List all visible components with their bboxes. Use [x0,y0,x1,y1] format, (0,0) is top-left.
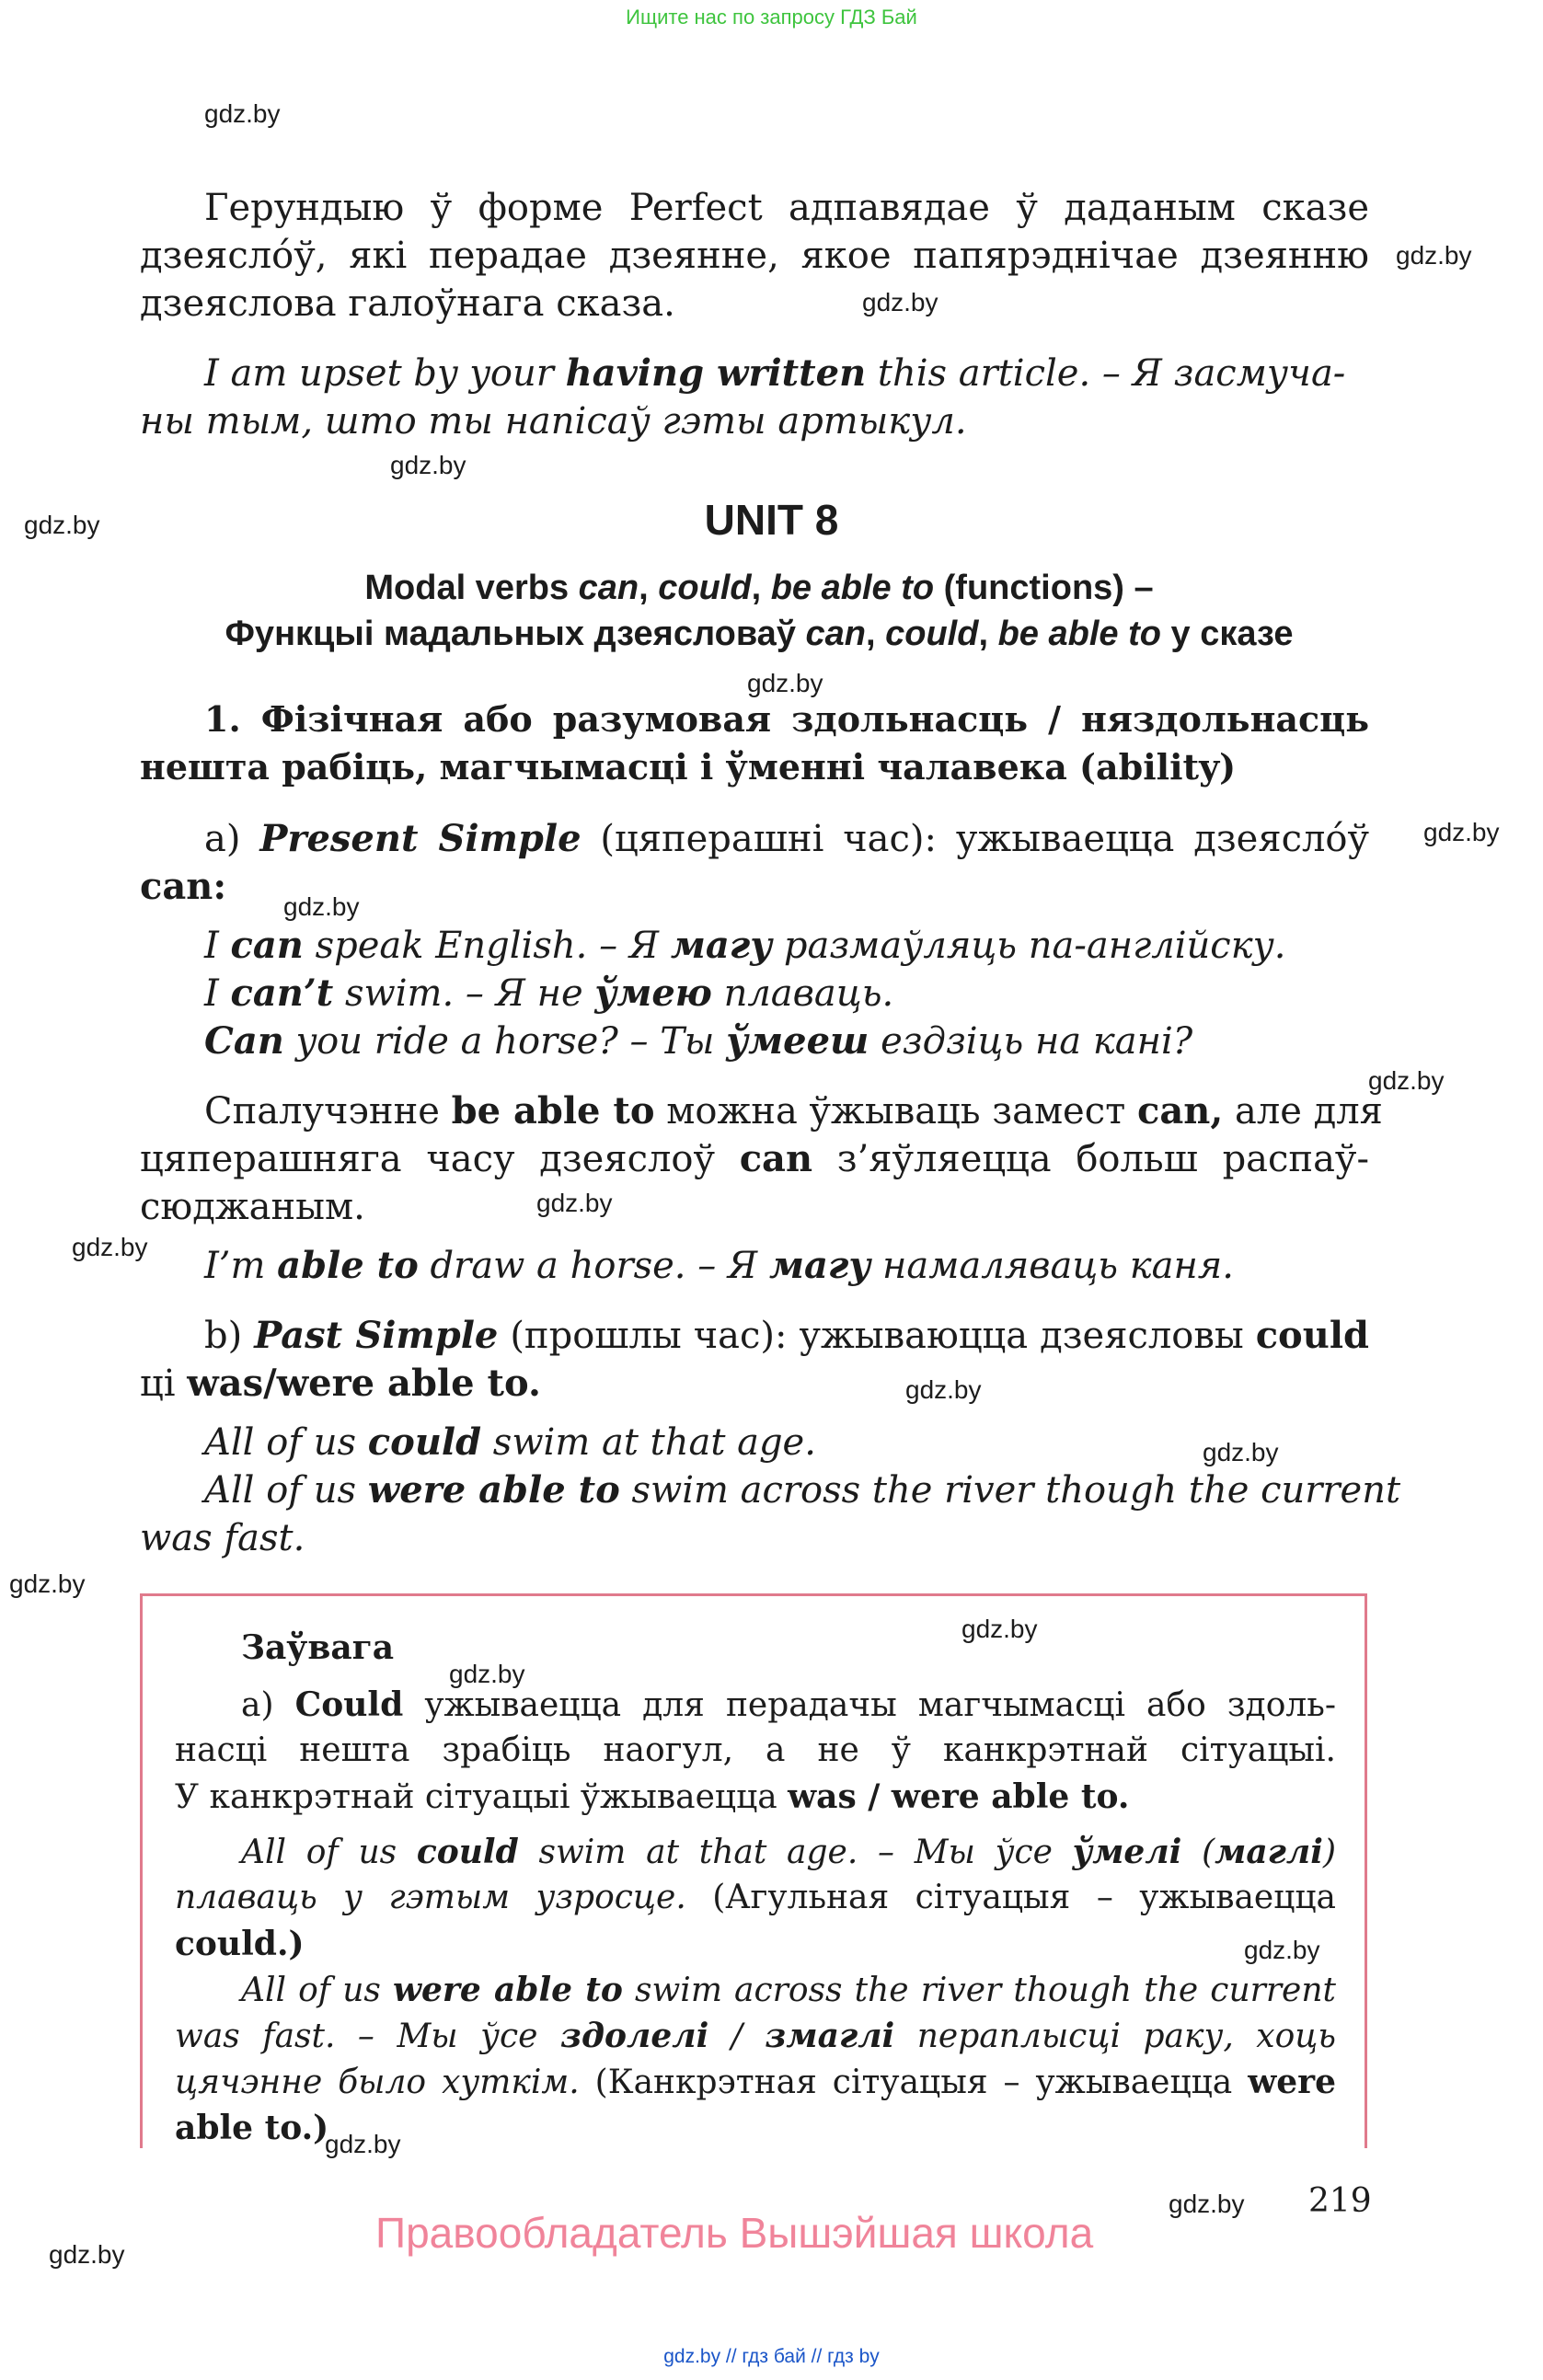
watermark: gdz.by [1423,818,1500,846]
part-b-line-1: b) Past Simple (прошлы час): ужываюцца дзеясловы could [204,1314,1369,1357]
part-b-example-2-cont: was fast. [140,1517,305,1559]
watermark: gdz.by [961,1615,1038,1643]
section-1-heading-line-1: 1. Фізічная або разумовая здольнасць / няздольнасць [204,698,1369,740]
watermark: gdz.by [536,1189,613,1217]
watermark: gdz.by [390,451,466,479]
note-a-line-1: a) Could ужываецца для перадачы магчымасці або здоль- [241,1685,1336,1724]
unit-title: UNIT 8 [704,496,839,544]
combination-line-1: Спалучэнне be able to можна ўжываць замест can, але для [204,1089,1383,1133]
watermark: gdz.by [1396,241,1472,270]
note-example-2-line-3: цячэнне было хуткім. (Канкрэтная сітуацыя – ужываецца were [175,2063,1336,2101]
page-number: 219 [1308,2182,1372,2220]
watermark: gdz.by [862,288,938,316]
part-a-example-2: I can’t swim. – Я не ўмею плаваць. [204,972,894,1015]
watermark: gdz.by [449,1660,525,1688]
part-a-example-1: I can speak English. – Я магу размаўляць па-англійску. [204,924,1286,967]
note-a-line-3: У канкрэтнай сітуацыі ўжываецца was / were able to. [175,1777,1130,1816]
gerund-paragraph-line-1: Герундыю ў форме Perfect адпавядае ў даданым сказе [204,187,1369,229]
note-title: Заўвага [241,1628,395,1667]
copyright-notice: Правообладатель Вышэйшая школа [375,2209,1094,2257]
part-b-line-2: ці was/were able to. [140,1362,541,1405]
note-example-2-line-1: All of us were able to swim across the river though the current [241,1971,1337,2009]
combination-example: I’m able to draw a horse. – Я магу намаляваць каня. [204,1244,1234,1287]
note-example-2-line-2: was fast. – Мы ўсе здолелі / змаглі пераплысці раку, хоць [175,2017,1336,2055]
watermark: gdz.by [72,1233,148,1261]
part-b-example-2: All of us were able to swim across the river though the current [204,1468,1401,1512]
part-b-example-1: All of us could swim at that age. [204,1420,816,1464]
gerund-example-line-1: I am upset by your having written this article. – Я засмуча- [204,351,1346,395]
part-a-line-1: a) Present Simple (цяперашні час): ужываецца дзеясло́ў [204,817,1369,860]
watermark: gdz.by [905,1375,982,1404]
gerund-paragraph-line-2: дзеясло́ў, які перадае дзеянне, якое папярэднічае дзеянню [140,235,1369,277]
note-example-1-line-1: All of us could swim at that age. – Мы ўсе ўмелі (маглі) [241,1833,1336,1871]
combination-line-2: цяперашняга часу дзеяслоў can з’яўляецца больш распаў- [140,1137,1369,1180]
note-example-1-line-3: could.) [175,1925,305,1963]
gerund-paragraph-line-3: дзеяслова галоўнага сказа. [140,282,675,325]
watermark: gdz.by [747,669,823,697]
section-1-heading-line-2: нешта рабіць, магчымасці і ўменні чалавека (ability) [140,746,1237,788]
note-a-line-2: насці нешта зрабіць наогул, а не ў канкрэтнай сітуацыі. [175,1731,1336,1769]
footer-links[interactable]: gdz.by // гдз бай // гдз by [663,2346,880,2367]
watermark: gdz.by [1368,1066,1445,1095]
top-banner[interactable]: Ищите нас по запросу ГДЗ Бай [626,6,917,29]
watermark: gdz.by [325,2130,401,2158]
watermark: gdz.by [9,1569,86,1598]
combination-line-3: сюджаным. [140,1186,365,1228]
watermark: gdz.by [1203,1438,1279,1466]
part-a-example-3: Can you ride a horse? – Ты ўмееш ездзіць на кані? [204,1019,1193,1063]
note-example-2-line-4: able to.) [175,2109,329,2147]
watermark: gdz.by [204,99,281,128]
gerund-example-line-2: ны тым, што ты напісаў гэты артыкул. [140,400,967,443]
watermark: gdz.by [1169,2190,1245,2218]
subtitle-line-2: Функцыі мадальных дзеясловаў can, could, be able to у сказе [225,615,1294,653]
watermark: gdz.by [49,2240,125,2269]
note-example-1-line-2: плаваць у гэтым узросце. (Агульная сітуацыя – ужываецца [175,1879,1336,1916]
watermark: gdz.by [1244,1936,1320,1964]
part-a-line-2: can: [140,865,227,908]
watermark: gdz.by [24,511,100,539]
watermark: gdz.by [283,892,360,921]
subtitle-line-1: Modal verbs can, could, be able to (functions) – [364,569,1154,607]
